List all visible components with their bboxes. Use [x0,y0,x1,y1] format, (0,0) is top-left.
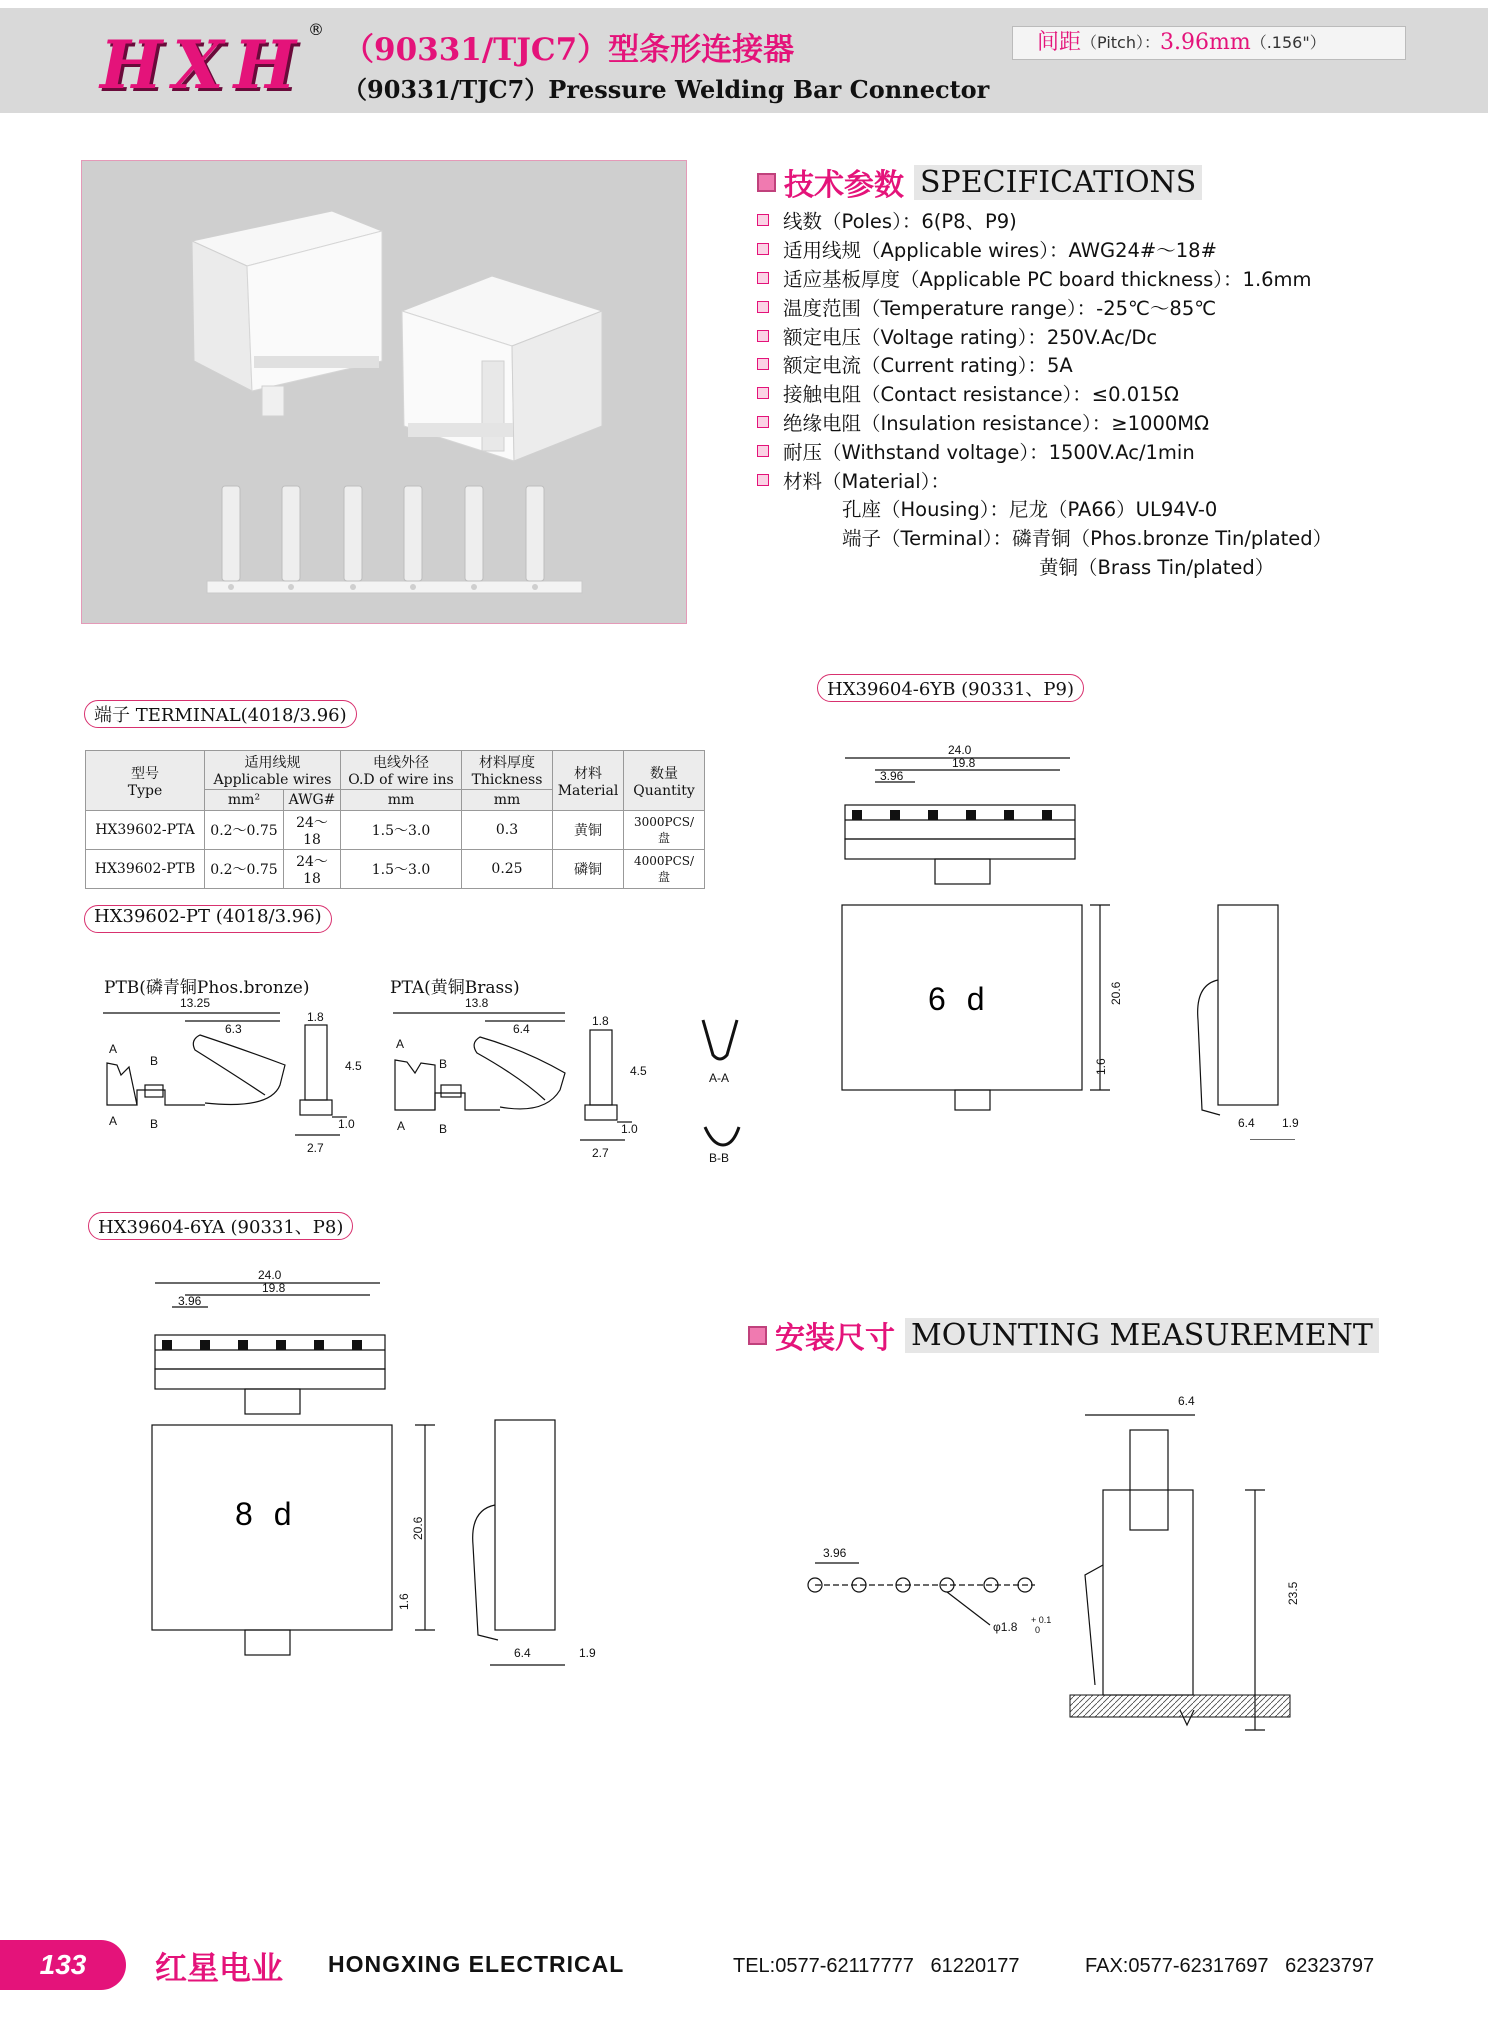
pt-section-label: HX39602-PT (4018/3.96) [84,905,332,933]
pta-label: PTA(黄铜Brass) [390,978,520,998]
footer-fax: FAX:0577-62317697 62323797 [1085,1955,1375,1977]
specs-heading-cn: 技术参数 [784,168,904,203]
ptb-h-dim: 4.5 [345,1059,362,1073]
pitch-inch: （.156"） [1250,33,1326,52]
spec-terminal: 端子（Terminal）：磷青铜（Phos.bronze Tin/plated） [842,527,1333,551]
bullet-box-icon [757,416,769,428]
ya-pin-mark: 8 d [235,1496,298,1532]
section-bb-label: B-B [709,1151,730,1165]
yb-lip-dim: 1.9 [1282,1116,1299,1130]
spec-row: 温度范围（Temperature range）：-25℃～85℃ [757,292,1457,321]
mount-pitch-dim: 3.96 [823,1546,847,1560]
ptb-mark-a: A [109,1042,118,1056]
mount-height-dim: 23.5 [1286,1581,1300,1605]
ptb-a-dim: 6.3 [225,1022,242,1036]
table-row: HX39602-PTB 0.2～0.75 24～18 1.5～3.0 0.25 磷铜 4000PCS/盘 [86,850,705,889]
pta-w-dim: 1.8 [592,1014,609,1028]
col-material: 材料 Material [553,751,624,811]
footer-brand-cn: 红星电业 [155,1949,284,1987]
ptb-length-dim: 13.25 [180,996,211,1010]
page-number: 133 [0,1940,126,1990]
pitch-value: 3.96mm [1159,30,1251,55]
yb-total-dim: 24.0 [948,743,972,757]
yb-connector-drawing [830,740,1300,1140]
spec-row: 适应基板厚度（Applicable PC board thickness）：1.6mm [757,264,1457,293]
product-illustration [82,161,686,623]
pta-t-dim: 1.0 [621,1122,638,1136]
ya-total-dim: 24.0 [258,1268,282,1282]
bullet-box-icon [757,243,769,255]
ya-section-label: HX39604-6YA (90331、P8) [88,1212,353,1240]
ya-depth-dim: 6.4 [514,1646,531,1660]
spec-terminal-alt: 黄铜（Brass Tin/plated） [1039,556,1275,580]
mounting-heading-cn: 安装尺寸 [775,1321,895,1356]
product-photo [81,160,687,624]
mounting-heading-en: MOUNTING MEASUREMENT [905,1318,1379,1353]
footer-brand-en: HONGXING ELECTRICAL [328,1951,625,1977]
yb-pitch-dim: 3.96 [880,769,904,783]
ptb-mark-a2: A [109,1114,118,1128]
bullet-box-icon [757,387,769,399]
pta-a-dim: 6.4 [513,1022,530,1036]
spec-row: 额定电流（Current rating）：5A [757,350,1457,379]
bullet-square-icon [757,173,776,192]
mounting-heading [748,1313,1379,1356]
col-thickness: 材料厚度 Thickness [462,751,553,790]
registered-mark: ® [308,20,324,39]
spec-row: 耐压（Withstand voltage）：1500V.Ac/1min [757,436,1457,465]
col-od: 电线外径 O.D of wire ins [341,751,462,790]
terminal-table: 型号 Type 适用线规 Applicable wires 电线外径 O.D of wire ins 材料厚度 Thickness 材料 Material 数量 Quantity mm² AWG# mm mm HX39602-PTA 0.2～0.75 24～18 1.5～3.0 0.3 黄铜 3000PCS/盘 HX39602-PTB 0.2～0.75 24～18 1.5～3.0 0.25 磷铜 4000PCS/盘 [85,750,705,889]
pta-mark-a: A [396,1037,405,1051]
mounting-drawing [785,1385,1325,1735]
yb-section-label: HX39604-6YB (90331、P9) [817,674,1084,702]
bullet-box-icon [757,474,769,486]
pta-mark-b2: B [439,1122,448,1136]
bullet-box-icon [757,301,769,313]
ptb-w-dim: 1.8 [307,1010,324,1024]
page-title-cn: （90331/TJC7）型条形连接器 [343,32,795,68]
page-title-en: （90331/TJC7）Pressure Welding Bar Connector [343,75,990,104]
ptb-b-dim: 2.7 [307,1141,324,1155]
ptb-mark-b: B [150,1054,159,1068]
yb-height-dim: 20.6 [1109,981,1123,1005]
bullet-box-icon [757,272,769,284]
col-type: 型号 Type [86,751,205,811]
yb-pin-mark: 6 d [928,981,991,1017]
bullet-box-icon [757,330,769,342]
yb-depth-dim: 6.4 [1238,1116,1255,1130]
pta-h-dim: 4.5 [630,1064,647,1078]
spec-row: 接触电阻（Contact resistance）：≤0.015Ω [757,379,1457,408]
ya-connector-drawing [140,1265,610,1685]
ya-pin-dim: 1.6 [397,1593,411,1610]
mount-hole-dim: φ1.8 [993,1620,1018,1634]
footer-tel: TEL:0577-62117777 61220177 [733,1955,1020,1977]
spec-row: 材料（Material）： [757,465,1457,494]
ya-pitch-dim: 3.96 [178,1294,202,1308]
yb-pin-dim: 1.6 [1094,1058,1108,1075]
spec-row: 适用线规（Applicable wires）：AWG24#～18# [757,235,1457,264]
col-quantity: 数量 Quantity [624,751,705,811]
brand-logo: HXH [100,26,306,104]
pitch-badge [1012,26,1406,60]
ptb-t-dim: 1.0 [338,1117,355,1131]
bullet-box-icon [757,445,769,457]
pt-terminal-drawing [95,995,755,1170]
ya-inner-dim: 19.8 [262,1281,286,1295]
spec-row: 线数（Poles）：6(P8、P9) [757,206,1457,235]
ya-lip-dim: 1.9 [579,1646,596,1660]
pta-b-dim: 2.7 [592,1146,609,1160]
terminal-section-label: 端子 TERMINAL(4018/3.96) [84,700,357,728]
spec-housing: 孔座（Housing）：尼龙（PA66）UL94V-0 [842,498,1218,522]
pta-mark-a2: A [397,1119,406,1133]
table-row: HX39602-PTA 0.2～0.75 24～18 1.5～3.0 0.3 黄铜 3000PCS/盘 [86,811,705,850]
specs-heading [757,160,1202,203]
ptb-label: PTB(磷青铜Phos.bronze) [104,978,310,998]
mount-width-dim: 6.4 [1178,1394,1195,1408]
col-wires: 适用线规 Applicable wires [205,751,341,790]
mount-hole-tol-plus: + 0.1 [1031,1615,1052,1625]
spec-row: 额定电压（Voltage rating）：250V.Ac/Dc [757,321,1457,350]
pitch-label-cn: 间距 [1037,30,1082,55]
mount-hole-tol-minus: 0 [1035,1625,1041,1635]
bullet-box-icon [757,358,769,370]
specs-heading-en: SPECIFICATIONS [914,165,1202,200]
ptb-mark-b2: B [150,1117,159,1131]
section-aa-label: A-A [709,1071,730,1085]
pta-length-dim: 13.8 [465,996,489,1010]
bullet-box-icon [757,214,769,226]
pta-mark-b: B [439,1057,448,1071]
spec-row: 绝缘电阻（Insulation resistance）：≥1000MΩ [757,408,1457,437]
ya-height-dim: 20.6 [411,1516,425,1540]
yb-inner-dim: 19.8 [952,756,976,770]
bullet-square-icon [748,1326,767,1345]
pitch-label-en: （Pitch）： [1081,33,1160,52]
specs-list [757,206,1457,581]
